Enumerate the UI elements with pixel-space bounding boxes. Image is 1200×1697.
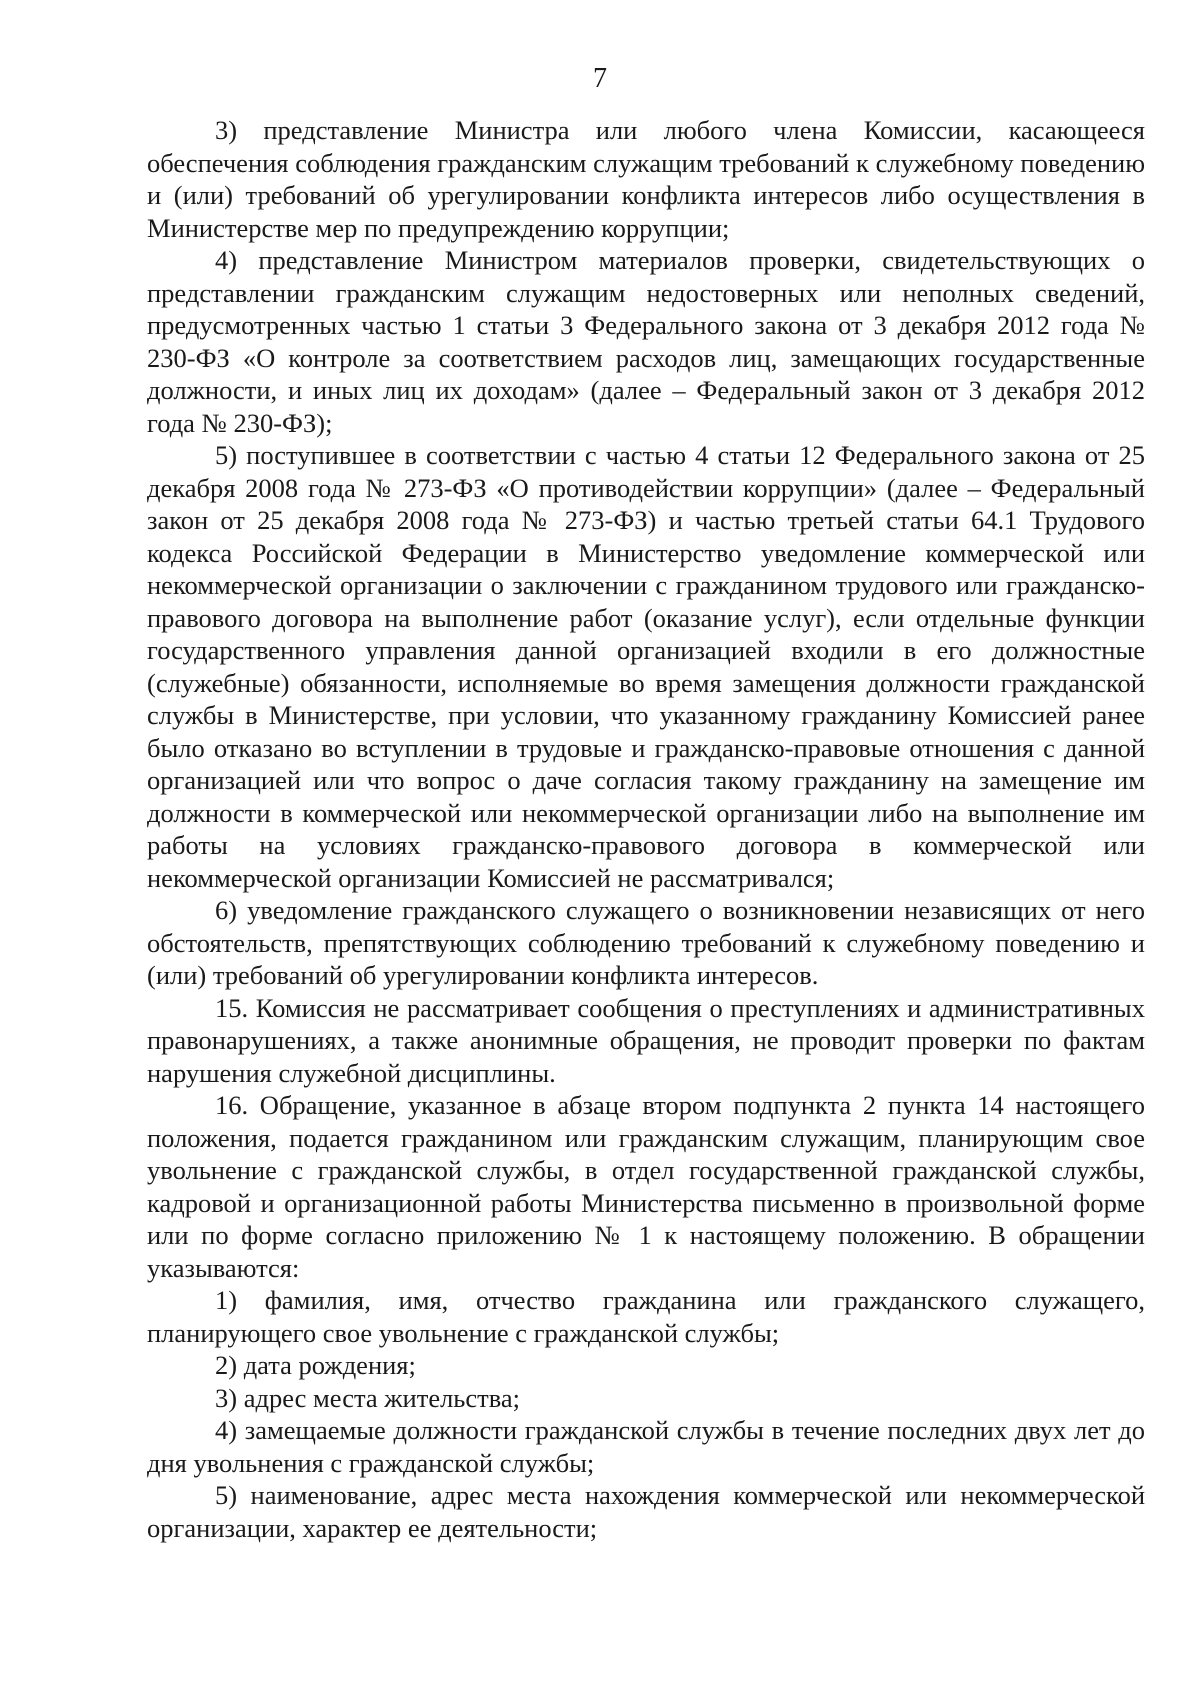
paragraph-subitem-3: 3) адрес места жительства; — [215, 1382, 521, 1413]
paragraph-subitem-1: 1) фамилия, имя, отчество гражданина или гражданского служащего, планирующего свое увольнение с гражданской службы; — [147, 1285, 1145, 1348]
paragraph-subitem-2: 2) дата рождения; — [215, 1350, 416, 1380]
paragraph-clause-16: 16. Обращение, указанное в абзаце втором подпункта 2 пункта 14 настоящего положения, подается гражданином или гражданским служащим, планирующим свое увольнение с гражданской службы, в отдел государственной гражданской службы, кадровой и организационной работы Министерства письменно в произвольной форме или по форме согласно приложению № 1 к настоящему положению. В обращении указываются: — [147, 1090, 1145, 1283]
document-body — [147, 114, 1145, 1544]
paragraph-item-6: 6) уведомление гражданского служащего о возникновении независящих от него обстоятельств, препятствующих соблюдению требований к служебному поведению и (или) требований об урегулировании конфликта интересов. — [147, 895, 1145, 990]
paragraph-item-3: 3) представление Министра или любого члена Комиссии, касающееся обеспечения соблюдения гражданским служащим требований к служебному поведению и (или) требований об урегулировании конфликта интересов либо осуществления в Министерстве мер по предупреждению коррупции; — [147, 115, 1145, 243]
paragraph-item-4: 4) представление Министром материалов проверки, свидетельствующих о представлении гражданским служащим недостоверных или неполных сведений, предусмотренных частью 1 статьи 3 Федерального закона от 3 декабря 2012 года № 230-ФЗ «О контроле за соответствием расходов лиц, замещающих государственные должности, и иных лиц их доходам» (далее – Федеральный закон от 3 декабря 2012 года № 230-ФЗ); — [147, 245, 1145, 438]
paragraph-subitem-4: 4) замещаемые должности гражданской службы в течение последних двух лет до дня увольнения с гражданской службы; — [147, 1415, 1145, 1478]
paragraph-subitem-5: 5) наименование, адрес места нахождения коммерческой или некоммерческой организации, характер ее деятельности; — [147, 1480, 1145, 1543]
page-number: 7 — [593, 63, 607, 94]
paragraph-item-5: 5) поступившее в соответствии с частью 4 статьи 12 Федерального закона от 25 декабря 2008 года № 273-ФЗ «О противодействии коррупции» (далее – Федеральный закон от 25 декабря 2008 года № 273-ФЗ) и частью третьей статьи 64.1 Трудового кодекса Российской Федерации в Министерство уведомление коммерческой или некоммерческой организации о заключении с гражданином трудового или гражданско-правового договора на выполнение работ (оказание услуг), если отдельные функции государственного управления данной организацией входили в его должностные (служебные) обязанности, исполняемые во время замещения должности гражданской службы в Министерстве, при условии, что указанному гражданину Комиссией ранее было отказано во вступлении в трудовые и гражданско-правовые отношения с данной организацией или что вопрос о даче согласия такому гражданину на замещение им должности в коммерческой или некоммерческой организации либо на выполнение им работы на условиях гражданско-правового договора в коммерческой или некоммерческой организации Комиссией не рассматривался; — [147, 440, 1145, 893]
paragraph-clause-15: 15. Комиссия не рассматривает сообщения о преступлениях и административных правонарушениях, а также анонимные обращения, не проводит проверки по фактам нарушения служебной дисциплины. — [147, 992, 1145, 1088]
